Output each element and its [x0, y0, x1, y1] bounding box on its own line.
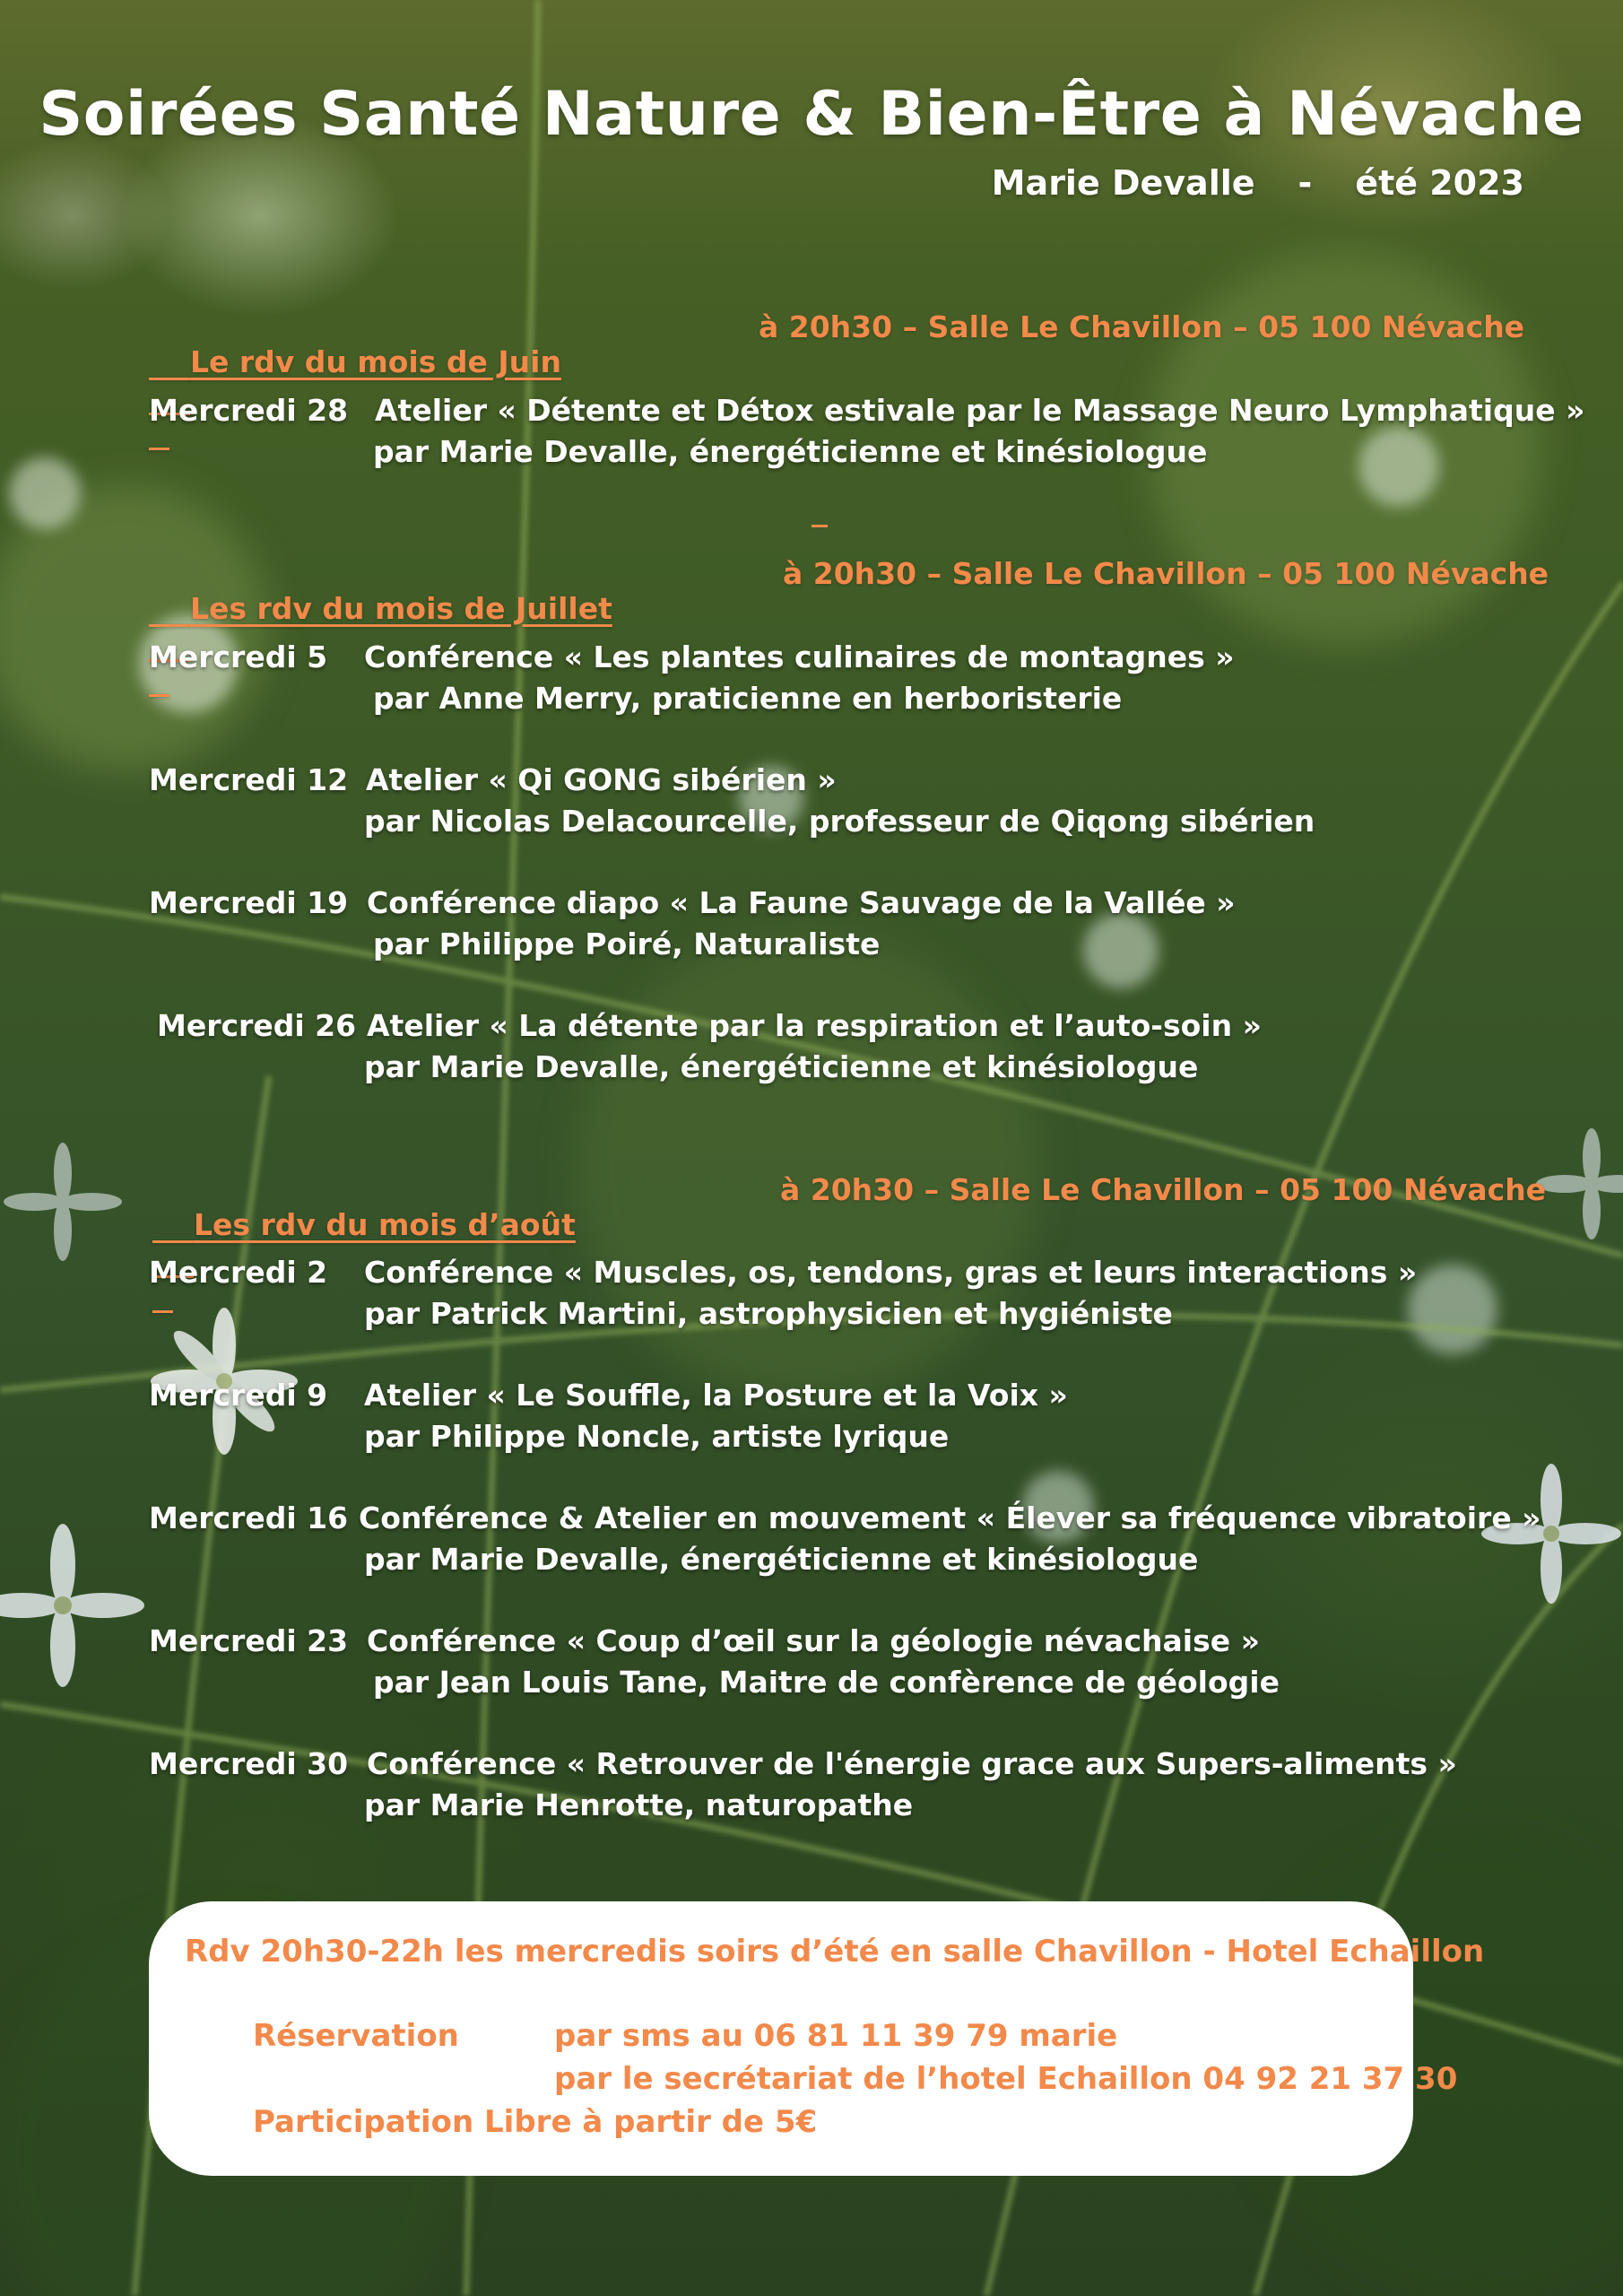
- event-speaker: par Philippe Noncle, artiste lyrique: [364, 1419, 950, 1454]
- event-day: Mercredi 28: [149, 393, 349, 428]
- event-day: Mercredi 19: [149, 885, 349, 920]
- event-speaker: par Marie Devalle, énergéticienne et kinésiologue: [373, 434, 1208, 469]
- event-day: Mercredi 9: [149, 1378, 328, 1413]
- reservation-sms: par sms au 06 81 11 39 79 marie: [554, 2018, 1118, 2054]
- participation-info: Participation Libre à partir de 5€: [253, 2104, 818, 2140]
- month-label: Les rdv du mois de Juillet: [189, 591, 612, 626]
- reservation-hotel: par le secrétariat de l’hotel Echaillon 04 92 21 37 30: [554, 2061, 1458, 2097]
- event-description: Conférence diapo « La Faune Sauvage de la Vallée »: [367, 885, 1236, 920]
- event-day: Mercredi 5: [149, 639, 328, 674]
- month-label: Le rdv du mois de Juin: [189, 344, 561, 379]
- event-day: Mercredi 30: [149, 1746, 349, 1781]
- month-venue: à 20h30 – Salle Le Chavillon – 05 100 Névache: [759, 309, 1525, 344]
- reservation-label: Réservation: [253, 2018, 459, 2054]
- event-description: Atelier « Le Souffle, la Posture et la Voix »: [364, 1378, 1068, 1413]
- event-speaker: par Marie Devalle, énergéticienne et kinésiologue: [364, 1542, 1199, 1577]
- event-speaker: par Jean Louis Tane, Maitre de confèrence de géologie: [373, 1665, 1280, 1700]
- event-speaker: par Marie Henrotte, naturopathe: [364, 1787, 914, 1822]
- author-name: Marie Devalle: [991, 163, 1255, 203]
- event-day: Mercredi 12: [149, 762, 349, 797]
- decorative-dash: [812, 525, 828, 527]
- event-description: Conférence & Atelier en mouvement « Élever sa fréquence vibratoire »: [359, 1500, 1541, 1535]
- event-day: Mercredi 2: [149, 1255, 328, 1290]
- event-speaker: par Marie Devalle, énergéticienne et kinésiologue: [364, 1049, 1199, 1084]
- rdv-info: Rdv 20h30-22h les mercredis soirs d’été en salle Chavillon - Hotel Echaillon: [185, 1934, 1485, 1970]
- event-description: Conférence « Muscles, os, tendons, gras et leurs interactions »: [364, 1255, 1418, 1290]
- info-box: [149, 1901, 1485, 2176]
- month-venue: à 20h30 – Salle Le Chavillon – 05 100 Névache: [783, 556, 1549, 591]
- event-day: Mercredi 16: [149, 1500, 349, 1535]
- event-day: Mercredi 26: [157, 1008, 357, 1043]
- event-day: Mercredi 23: [149, 1623, 349, 1658]
- subtitle-separator: -: [1298, 163, 1313, 203]
- event-speaker: par Patrick Martini, astrophysicien et hygiéniste: [364, 1296, 1173, 1331]
- month-label: Les rdv du mois d’août: [193, 1207, 576, 1242]
- event-speaker: par Philippe Poiré, Naturaliste: [373, 926, 881, 961]
- event-description: Conférence « Les plantes culinaires de montagnes »: [364, 639, 1235, 674]
- page-subtitle: [992, 163, 1524, 203]
- season-label: été 2023: [1355, 163, 1524, 203]
- event-description: Atelier « Qi GONG sibérien »: [366, 762, 837, 797]
- event-speaker: par Anne Merry, praticienne en herboristerie: [373, 681, 1123, 716]
- event-description: Atelier « La détente par la respiration et l’auto-soin »: [367, 1008, 1262, 1043]
- page-title: Soirées Santé Nature & Bien-Être à Névache: [39, 79, 1584, 150]
- event-description: Conférence « Retrouver de l'énergie grace aux Supers-aliments »: [367, 1746, 1457, 1781]
- month-venue: à 20h30 – Salle Le Chavillon – 05 100 Névache: [780, 1172, 1547, 1207]
- event-description: Conférence « Coup d’œil sur la géologie névachaise »: [367, 1623, 1260, 1658]
- event-speaker: par Nicolas Delacourcelle, professeur de Qiqong sibérien: [364, 804, 1315, 839]
- event-description: Atelier « Détente et Détox estivale par le Massage Neuro Lymphatique »: [375, 393, 1585, 428]
